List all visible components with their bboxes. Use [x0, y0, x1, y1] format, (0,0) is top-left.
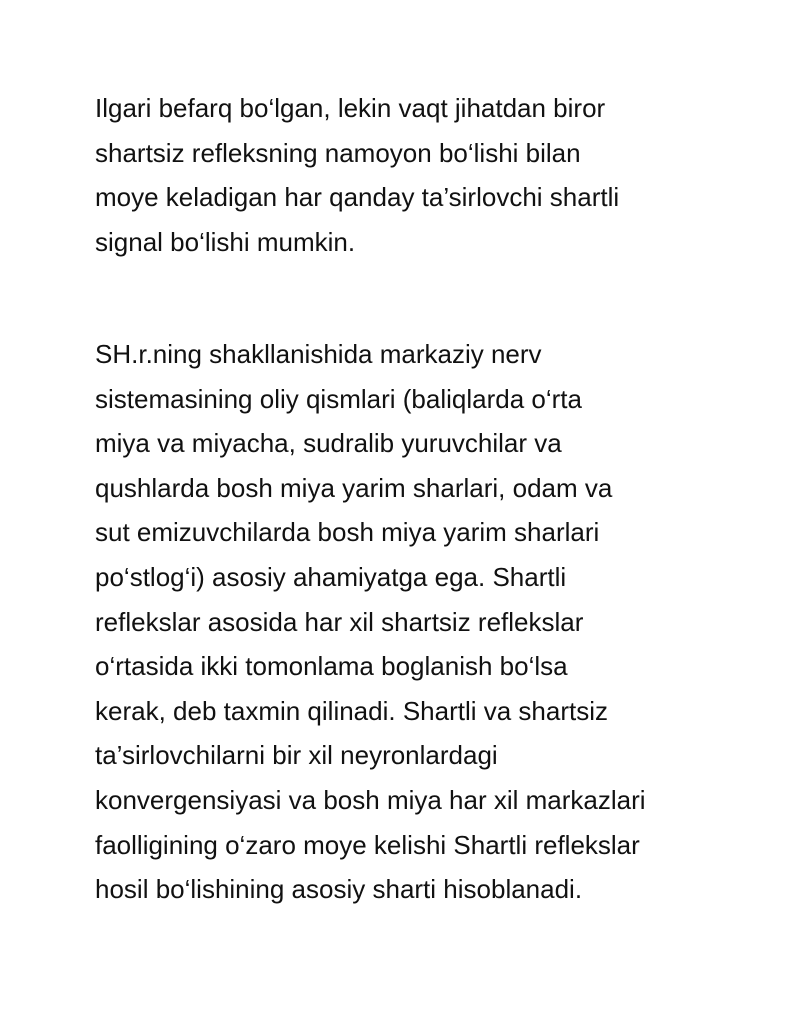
text-line: konvergensiyasi va bosh miya har xil markazlari — [95, 784, 646, 815]
text-line: po‘stlog‘i) asosiy ahamiyatga ega. Shartli — [95, 561, 567, 592]
text-line: o‘rtasida ikki tomonlama boglanish bo‘lsa — [95, 651, 568, 682]
text-line: miya va miyacha, sudralib yuruvchilar va — [95, 428, 562, 459]
text-line: kerak, deb taxmin qilinadi. Shartli va shartsiz — [95, 695, 609, 726]
text-line: moye keladigan har qanday ta’sirlovchi shartli — [95, 182, 620, 213]
paragraph-2 — [95, 332, 735, 912]
text-line: Ilgari befarq bo‘lgan, lekin vaqt jihatdan biror — [95, 93, 606, 123]
text-line: SH.r.ning shakllanishida markaziy nerv — [95, 339, 542, 369]
text-line: ta’sirlovchilarni bir xil neyronlardagi — [95, 740, 498, 771]
text-line: hosil bo‘lishining asosiy sharti hisoblanadi. — [95, 874, 583, 905]
paragraph-1 — [95, 86, 735, 264]
text-line: sut emizuvchilarda bosh miya yarim sharlari — [95, 517, 600, 548]
text-line: signal bo‘lishi mumkin. — [95, 226, 356, 257]
text-line: qushlarda bosh miya yarim sharlari, odam va — [95, 472, 613, 503]
text-line: faolligining o‘zaro moye kelishi Shartli reflekslar — [95, 829, 640, 860]
text-line: shartsiz refleksning namoyon bo‘lishi bilan — [95, 137, 581, 168]
text-line: reflekslar asosida har xil shartsiz reflekslar — [95, 606, 584, 637]
text-line: sistemasining oliy qismlari (baliqlarda o‘rta — [95, 383, 582, 414]
